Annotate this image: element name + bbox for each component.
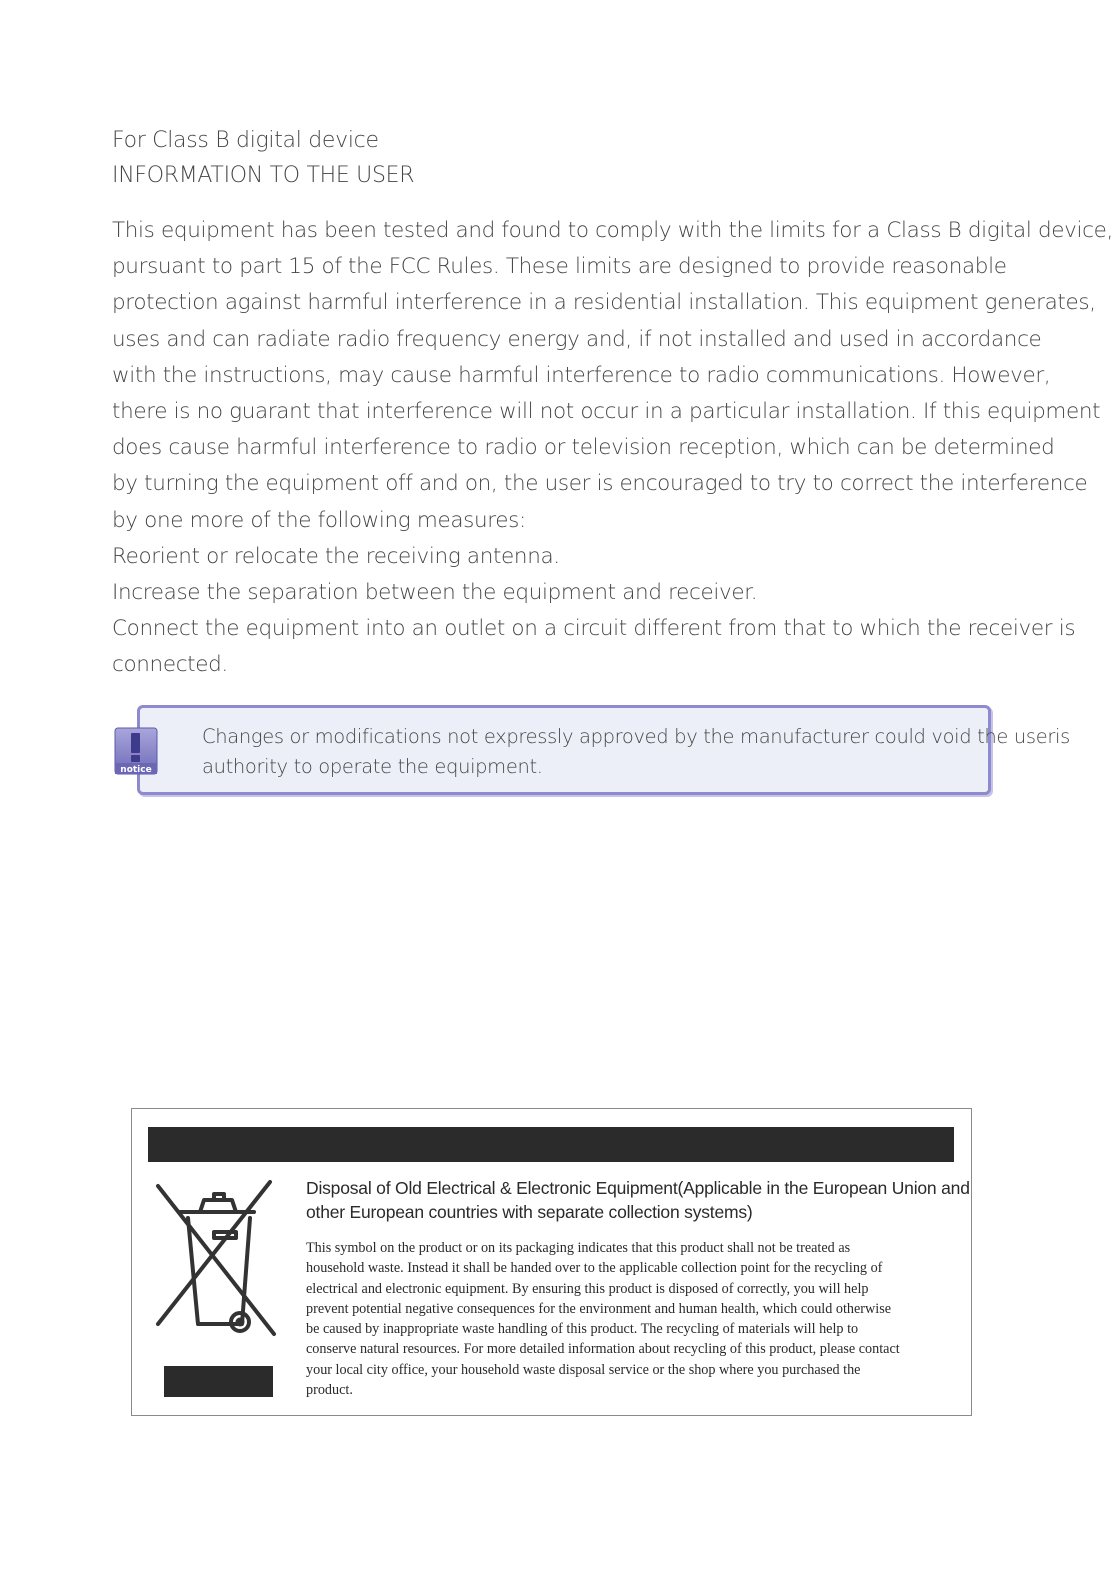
heading-class-b: For Class B digital device — [112, 128, 379, 153]
weee-body — [306, 1238, 966, 1400]
notice-text — [202, 722, 1070, 782]
weee-body-line: household waste. Instead it shall be handed over to the applicable collection point for the recycling of — [306, 1260, 883, 1277]
heading-information-to-user: INFORMATION TO THE USER — [112, 163, 415, 188]
notice-line: authority to operate the equipment. — [202, 755, 543, 778]
notice-icon — [114, 727, 158, 775]
weee-body-line: prevent potential negative consequences for the environment and human health, which could otherwise — [306, 1300, 892, 1317]
crossed-out-wheelie-bin-icon — [150, 1172, 282, 1342]
fcc-statement — [112, 213, 1113, 684]
measure-outlet: Connect the equipment into an outlet on a circuit different from that to which the receiver is — [112, 616, 1076, 642]
fcc-line: does cause harmful interference to radio or television reception, which can be determined — [112, 435, 1055, 461]
fcc-line: This equipment has been tested and found to comply with the limits for a Class B digital device, — [112, 218, 1113, 243]
fcc-line: by one more of the following measures: — [112, 507, 526, 533]
notice-icon-label: notice — [120, 765, 152, 775]
weee-title — [306, 1176, 970, 1224]
weee-body-line: be caused by inappropriate waste handling of this product. The recycling of materials will help to — [306, 1321, 859, 1338]
measure-outlet-cont: connected. — [112, 652, 228, 678]
fcc-line: there is no guarant that interference will not occur in a particular installation. If this equipment — [112, 399, 1101, 425]
fcc-line: pursuant to part 15 of the FCC Rules. These limits are designed to provide reasonable — [112, 254, 1007, 280]
measure-reorient: Reorient or relocate the receiving antenna. — [112, 543, 560, 569]
weee-symbol-bar — [164, 1366, 273, 1397]
weee-body-line: your local city office, your household waste disposal service or the shop where you purchased the — [306, 1361, 861, 1378]
weee-title-line: other European countries with separate collection systems) — [306, 1202, 753, 1222]
fcc-line: protection against harmful interference in a residential installation. This equipment generates, — [112, 290, 1096, 316]
weee-title-line: Disposal of Old Electrical & Electronic Equipment(Applicable in the European Union and — [306, 1178, 970, 1198]
measure-separation: Increase the separation between the equipment and receiver. — [112, 580, 758, 606]
weee-body-line: electrical and electronic equipment. By ensuring this product is disposed of correctly, you will help — [306, 1280, 869, 1297]
weee-header-bar — [148, 1127, 954, 1162]
weee-body-line: This symbol on the product or on its packaging indicates that this product shall not be treated as — [306, 1240, 851, 1256]
fcc-line: with the instructions, may cause harmful interference to radio communications. However, — [112, 362, 1051, 388]
fcc-line: uses and can radiate radio frequency energy and, if not installed and used in accordance — [112, 326, 1042, 352]
weee-body-line: conserve natural resources. For more detailed information about recycling of this product, please contact — [306, 1341, 900, 1358]
notice-line: Changes or modifications not expressly approved by the manufacturer could void the useris — [202, 725, 1070, 748]
fcc-line: by turning the equipment off and on, the user is encouraged to try to correct the interference — [112, 471, 1088, 497]
weee-body-line: product. — [306, 1382, 353, 1399]
